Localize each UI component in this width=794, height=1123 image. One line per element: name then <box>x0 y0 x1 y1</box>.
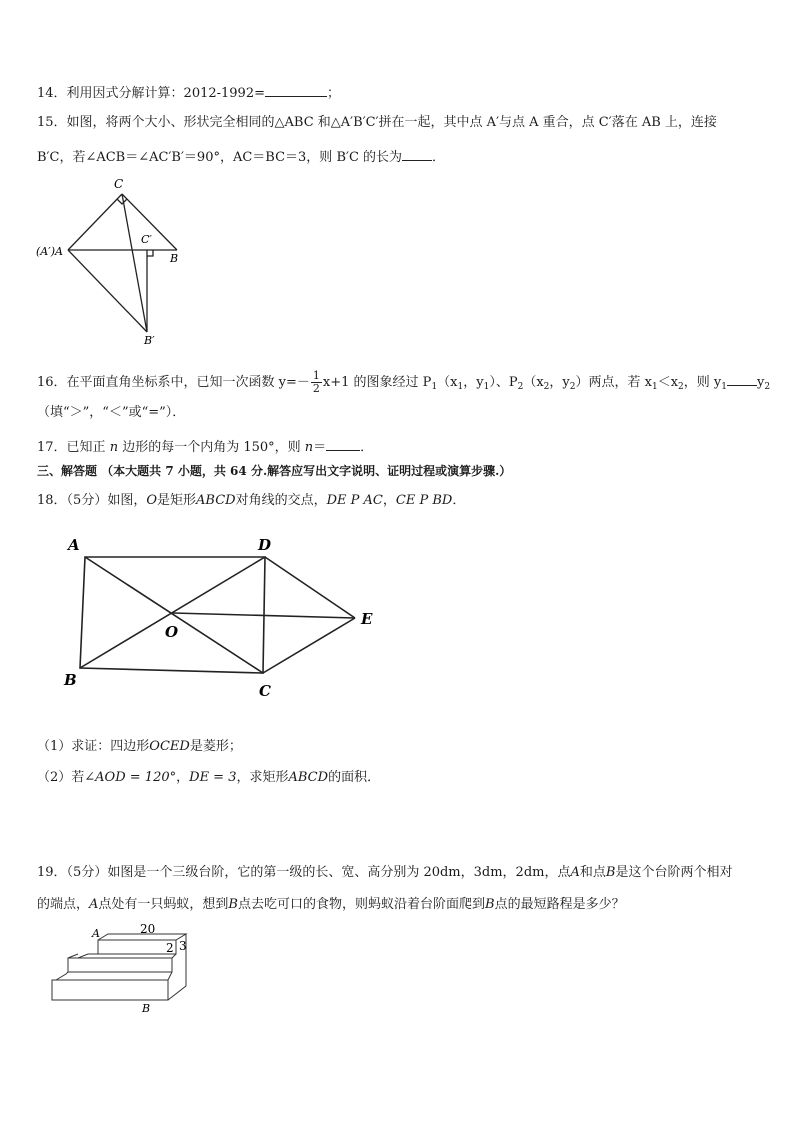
question-18 <box>37 492 465 510</box>
q16-frac-num: 1 <box>312 369 320 382</box>
q18-sub1-c: 是菱形； <box>189 739 242 754</box>
q18-O: O <box>146 493 157 508</box>
q17-text1: 17．已知正 <box>37 440 110 455</box>
q16-answer-blank[interactable] <box>727 371 757 386</box>
q16-p2-sub: 2 <box>517 382 524 392</box>
q17-text2: 边形的每一个内角为 150°，则 <box>118 440 305 455</box>
q18-sub2-c: ， <box>176 770 190 785</box>
q19-staircase-figure <box>48 924 198 1016</box>
q16-x1-sub: 1 <box>457 382 464 392</box>
q15-label-Bp: B′ <box>144 334 155 347</box>
q18-rel1: DE P AC <box>326 493 383 508</box>
q16-part6: （x <box>523 375 544 390</box>
question-14 <box>37 82 340 103</box>
q18-label-E: E <box>361 610 373 628</box>
q16-frac-den: 2 <box>312 382 320 395</box>
q18-label-C: C <box>259 682 271 700</box>
q18-end: ． <box>452 493 466 508</box>
question-16-line1 <box>37 370 770 396</box>
q18-sub1-b: OCED <box>149 739 190 754</box>
question-18-sub2 <box>37 769 380 787</box>
q16-part8: ）两点，若 x <box>575 375 652 390</box>
q16-part7: ，y <box>549 375 570 390</box>
q16-part3: （x <box>437 375 458 390</box>
q19-step-mid <box>78 954 176 958</box>
q19-line1-a: 19．（5分）如图是一个三级台阶，它的第一级的长、宽、高分别为 20dm，3dm，2dm，点 <box>37 865 571 880</box>
q19-line2-d: 点的最短路程是多少？ <box>494 897 625 912</box>
q15-right-angle-C <box>117 199 127 204</box>
question-19-line2 <box>37 896 625 914</box>
q18-edge-CE <box>263 618 355 673</box>
q15-line2-tail: ． <box>432 150 446 165</box>
question-16-line2: （填“＞”，“＜”或“=”）． <box>37 405 186 420</box>
question-15-line2 <box>37 146 445 167</box>
q15-label-C: C <box>114 177 124 191</box>
question-15-line1: 15．如图，将两个大小、形状完全相同的△ABC 和△A′B′C′拼在一起，其中点 A′与点 A 重合，点 C′落在 AB 上，连接 <box>37 115 717 130</box>
q18-sub2-e: ，求矩形 <box>236 770 289 785</box>
q19-line1-c: 是这个台阶两个相对 <box>615 865 733 880</box>
q17-n: n <box>109 440 119 455</box>
q16-ans-y1-sub: 1 <box>721 382 727 392</box>
q16-y1-sub: 1 <box>483 382 490 392</box>
q15-right-angle-Cp <box>147 250 153 256</box>
q15-edge-ABp <box>68 250 147 332</box>
q19-label-w: 2 <box>166 941 174 955</box>
q15-answer-blank[interactable] <box>402 146 432 161</box>
q19-step-top-front <box>98 940 176 954</box>
q17-text3: ＝ <box>313 440 327 455</box>
q15-label-A: (A′)A <box>36 245 63 258</box>
q15-label-Cp: C′ <box>141 233 152 246</box>
question-17 <box>37 436 373 457</box>
q19-line2-a: 的端点， <box>37 897 90 912</box>
q16-ans-y2-sub: 2 <box>764 382 771 392</box>
q16-cmp-x1-sub: 1 <box>651 382 658 392</box>
q16-ans-y2: y <box>757 375 765 390</box>
q17-tail: ． <box>360 440 374 455</box>
q15-figure <box>30 172 200 352</box>
q18-sub1-a: （1）求证：四边形 <box>37 739 150 754</box>
q19-label-h: 3 <box>179 939 187 953</box>
q19-step-bottom-front <box>52 980 168 1000</box>
q15-label-B: B <box>170 252 179 265</box>
q14-answer-blank[interactable] <box>265 82 327 97</box>
q16-part1: 16．在平面直角坐标系中，已知一次函数 y=－ <box>37 375 310 390</box>
q18-rel2: CE P BD <box>395 493 453 508</box>
q16-part4: ，y <box>463 375 484 390</box>
q19-A2: A <box>89 897 99 912</box>
q18-sub2-f: ABCD <box>288 770 329 785</box>
q18-prefix: 18．（5分）如图， <box>37 493 147 508</box>
q19-step-mid-front <box>68 958 172 972</box>
q16-part2: x+1 的图象经过 P <box>322 375 432 390</box>
q19-B2: B <box>228 897 238 912</box>
q17-answer-blank[interactable] <box>326 436 360 451</box>
q19-label-A: A <box>92 927 100 940</box>
q18-sub2-b: ∠AOD = 120° <box>84 770 177 785</box>
q16-part9: ＜x <box>657 375 679 390</box>
q14-tail: ； <box>327 86 341 101</box>
q19-line2-c: 点去吃可口的食物，则蚂蚁沿着台阶面爬到 <box>237 897 485 912</box>
q19-line1-b: 和点 <box>579 865 606 880</box>
q18-label-O: O <box>165 623 179 641</box>
q19-step-bottom <box>56 972 172 980</box>
q18-label-B: B <box>64 671 77 689</box>
q19-B: B <box>605 865 616 880</box>
question-18-sub1 <box>37 738 242 756</box>
q16-x2-sub: 2 <box>543 382 550 392</box>
q18-label-D: D <box>258 536 272 554</box>
q16-cmp-x2-sub: 2 <box>678 382 684 392</box>
q18-mid: 是矩形 <box>157 493 197 508</box>
q18-diagonal-BD <box>80 557 265 668</box>
q15-edge-CBp <box>122 194 147 332</box>
section-3-heading: 三、解答题 （本大题共 7 小题，共 64 分.解答应写出文字说明、证明过程或演算步骤.） <box>37 464 512 478</box>
q18-sub2-a: （2）若 <box>37 770 85 785</box>
q19-label-B: B <box>142 1002 151 1015</box>
question-19-line1 <box>37 864 732 882</box>
q18-comma: ， <box>382 493 396 508</box>
q18-edge-DE <box>265 557 355 618</box>
q16-p1-sub: 1 <box>431 382 438 392</box>
q19-label-len: 20 <box>140 924 156 936</box>
q19-B3: B <box>485 897 495 912</box>
q16-y2-sub: 2 <box>569 382 576 392</box>
q18-figure <box>55 530 395 705</box>
q16-part10: ，则 y <box>683 375 722 390</box>
q15-line2-text: B′C，若∠ACB＝∠AC′B′＝90°，AC＝BC＝3，则 B′C 的长为 <box>37 150 403 165</box>
q19-line2-b: 点处有一只蚂蚁，想到 <box>98 897 229 912</box>
q18-mid2: 对角线的交点， <box>235 493 327 508</box>
q18-sub2-d: DE = 3 <box>189 770 237 785</box>
q16-part5: ）、P <box>489 375 518 390</box>
q19-A: A <box>570 865 580 880</box>
q17-n2: n <box>304 440 314 455</box>
q14-text: 14．利用因式分解计算：2012-1992= <box>37 86 265 101</box>
q18-ABCD: ABCD <box>196 493 236 508</box>
q18-sub2-g: 的面积． <box>328 770 381 785</box>
q16-fraction <box>311 370 322 395</box>
q18-label-A: A <box>68 536 80 554</box>
q15-edge-AC <box>68 194 122 250</box>
